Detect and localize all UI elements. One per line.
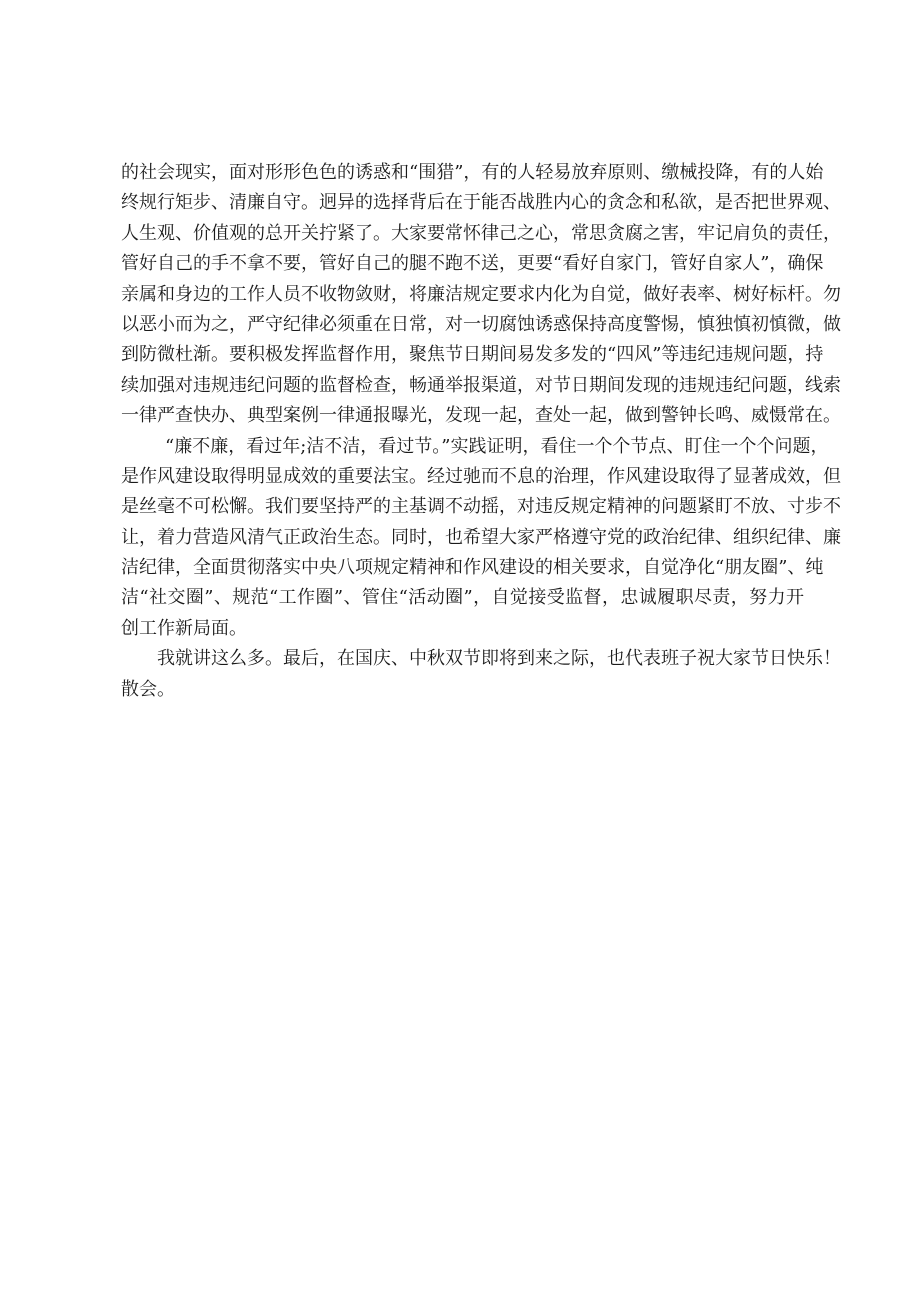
paragraph-line: 的社会现实，面对形形色色的诱惑和“围猎”，有的人轻易放弃原则、缴械投降，有的人始 (121, 162, 824, 183)
paragraph-line: 洁纪律，全面贯彻落实中央八项规定精神和作风建设的相关要求，自觉净化“朋友圈”、纯 (121, 557, 824, 579)
paragraph-line: 续加强对违规违纪问题的监督检查，畅通举报渠道，对节日期间发现的违规违纪问题，线索 (121, 374, 841, 396)
paragraph-2 (121, 432, 841, 645)
paragraph-line: 终规行矩步、清廉自守。迥异的选择背后在于能否战胜内心的贪念和私欲，是否把世界观、 (121, 192, 841, 214)
document-body (121, 158, 841, 705)
paragraph-line: 散会。 (121, 678, 175, 700)
paragraph-line: 洁“社交圈”、规范“工作圈”、管住“活动圈”，自觉接受监督，忠诚履职尽责，努力开 (121, 587, 804, 609)
paragraph-line: 让，着力营造风清气正政治生态。同时，也希望大家严格遵守党的政治纪律、组织纪律、廉 (121, 526, 841, 548)
paragraph-line: 我就讲这么多。最后，在国庆、中秋双节即将到来之际，也代表班子祝大家节日快乐！ (157, 648, 841, 670)
paragraph-line: 创工作新局面。 (121, 617, 247, 639)
paragraph-line: 以恶小而为之，严守纪律必须重在日常，对一切腐蚀诱惑保持高度警惕，慎独慎初慎微，做 (121, 313, 841, 335)
paragraph-1 (121, 158, 841, 432)
paragraph-line: 是丝毫不可松懈。我们要坚持严的主基调不动摇，对违反规定精神的问题紧盯不放、寸步不 (121, 496, 841, 518)
paragraph-line: 一律严查快办、典型案例一律通报曝光，发现一起，查处一起，做到警钟长鸣、威慑常在。 (121, 405, 841, 427)
paragraph-line: 到防微杜渐。要积极发挥监督作用，聚焦节日期间易发多发的“四风”等违纪违规问题，持 (121, 344, 824, 366)
paragraph-line: 人生观、价值观的总开关拧紧了。大家要常怀律己之心，常思贪腐之害，牢记肩负的责任， (121, 222, 841, 244)
paragraph-line: 亲属和身边的工作人员不收物敛财，将廉洁规定要求内化为自觉，做好表率、树好标杆。勿 (121, 283, 841, 305)
paragraph-3 (121, 644, 841, 705)
paragraph-line: “廉不廉，看过年;洁不洁，看过节。”实践证明，看住一个个节点、盯住一个个问题， (165, 435, 829, 457)
paragraph-line: 是作风建设取得明显成效的重要法宝。经过驰而不息的治理，作风建设取得了显著成效，但 (121, 465, 841, 487)
paragraph-line: 管好自己的手不拿不要，管好自己的腿不跑不送，更要“看好自家门，管好自家人”，确保 (121, 253, 824, 275)
